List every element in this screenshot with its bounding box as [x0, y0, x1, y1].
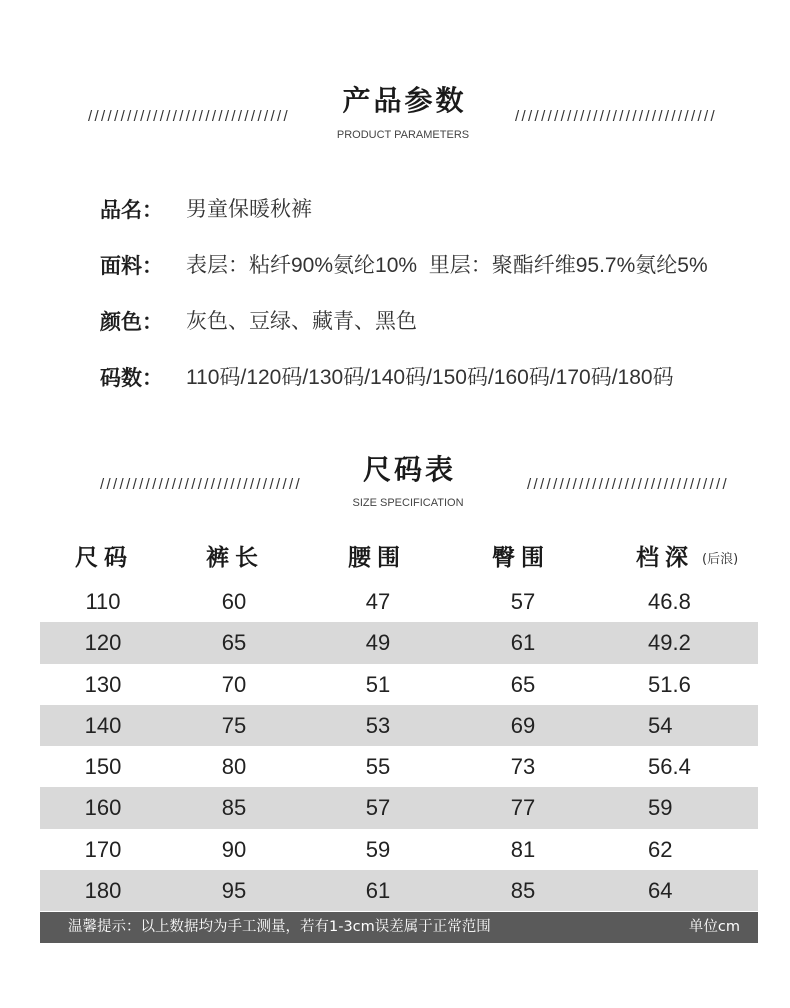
pant-length-cell: 75	[221, 712, 247, 738]
size-cell: 140	[84, 712, 122, 738]
size-cell: 120	[84, 630, 122, 656]
product-name-label: 品名：	[100, 198, 163, 222]
size-cell: 150	[84, 754, 122, 780]
product-parameters-subtitle: PRODUCT PARAMETERS	[336, 129, 470, 141]
column-header-hip: 臀围	[492, 545, 550, 571]
table-row	[40, 705, 758, 746]
rise-cell: 46.8	[648, 589, 691, 614]
slash-decoration-left: ///////////////////////////////	[100, 476, 303, 493]
table-row	[40, 870, 758, 911]
table-row	[40, 829, 758, 870]
rise-cell: 56.4	[648, 754, 691, 780]
fabric-label: 面料：	[100, 254, 163, 278]
rise-cell: 62	[648, 836, 673, 862]
waist-cell: 49	[365, 630, 391, 656]
unit-label: 单位cm	[688, 919, 740, 935]
size-cell: 180	[84, 878, 122, 904]
hip-cell: 73	[510, 754, 536, 780]
size-cell: 170	[84, 836, 122, 862]
size-cell: 130	[84, 671, 122, 697]
waist-cell: 61	[365, 878, 391, 904]
slash-decoration-left: ///////////////////////////////	[88, 108, 291, 125]
fabric-value: 表层：粘纤90%氨纶10% 里层：聚酯纤维95.7%氨纶5%	[186, 254, 708, 277]
slash-decoration-right: ///////////////////////////////	[527, 476, 730, 493]
hip-cell: 85	[510, 878, 536, 904]
table-row	[40, 581, 758, 622]
hip-cell: 57	[510, 589, 536, 614]
column-header-waist: 腰围	[348, 545, 406, 571]
size-table-body	[40, 581, 758, 911]
column-header-pant-length: 裤长	[206, 545, 264, 571]
size-cell: 160	[84, 795, 122, 821]
pant-length-cell: 65	[221, 630, 247, 656]
size-table-header	[40, 543, 758, 573]
size-cell: 110	[85, 589, 121, 614]
size-chart-title: 尺码表	[362, 453, 456, 486]
hip-cell: 61	[510, 630, 536, 656]
rise-cell: 64	[648, 878, 673, 904]
rise-cell: 49.2	[648, 630, 691, 656]
product-parameters-title: 产品参数	[342, 84, 467, 117]
hip-cell: 65	[510, 671, 536, 697]
pant-length-cell: 60	[221, 589, 247, 614]
pant-length-cell: 85	[221, 795, 247, 821]
waist-cell: 47	[365, 589, 391, 614]
color-label: 颜色：	[100, 310, 163, 334]
measurement-notice-bar	[40, 912, 758, 943]
column-header-size: 尺码	[75, 545, 133, 571]
rise-cell: 51.6	[648, 671, 691, 697]
waist-cell: 51	[365, 671, 391, 697]
pant-length-cell: 90	[221, 836, 247, 862]
size-chart-subtitle: SIZE SPECIFICATION	[352, 497, 464, 509]
hip-cell: 77	[510, 795, 536, 821]
pant-length-cell: 70	[221, 671, 247, 697]
waist-cell: 57	[365, 795, 391, 821]
rise-cell: 59	[648, 795, 673, 821]
waist-cell: 53	[365, 712, 391, 738]
product-name-value: 男童保暖秋裤	[186, 198, 312, 221]
pant-length-cell: 80	[221, 754, 247, 780]
pant-length-cell: 95	[221, 878, 247, 904]
slash-decoration-right: ///////////////////////////////	[515, 108, 718, 125]
waist-cell: 55	[365, 754, 391, 780]
sizes-value: 110码/120码/130码/140码/150码/160码/170码/180码	[186, 366, 674, 389]
color-value: 灰色、豆绿、藏青、黑色	[186, 310, 417, 333]
table-row	[40, 787, 758, 828]
measurement-tip: 温馨提示：以上数据均为手工测量，若有1-3cm误差属于正常范围	[68, 919, 491, 935]
hip-cell: 81	[510, 836, 536, 862]
column-header-rise-note: (后浪)	[702, 552, 739, 567]
table-row	[40, 622, 758, 663]
column-header-rise: 档深	[636, 545, 694, 571]
sizes-label: 码数：	[100, 366, 163, 390]
table-row	[40, 664, 758, 705]
waist-cell: 59	[365, 836, 391, 862]
hip-cell: 69	[510, 712, 536, 738]
table-row	[40, 746, 758, 787]
rise-cell: 54	[648, 712, 673, 738]
